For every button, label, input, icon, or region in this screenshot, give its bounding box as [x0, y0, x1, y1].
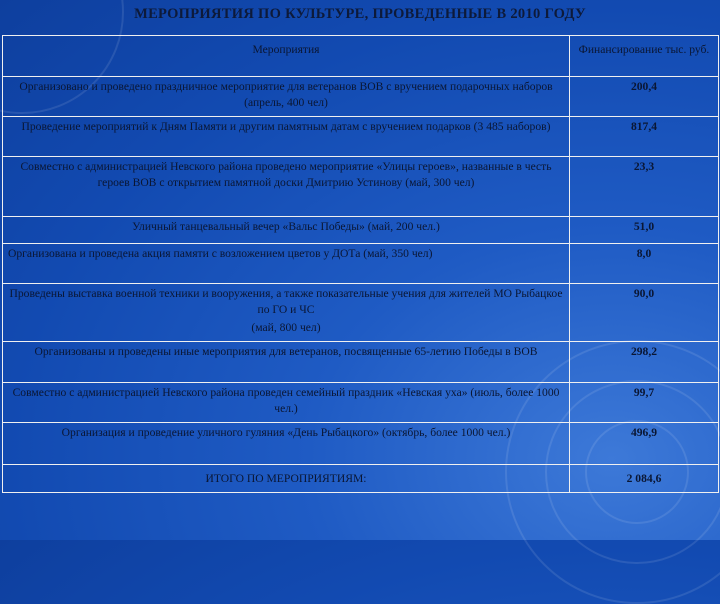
table-row	[3, 284, 719, 342]
header-funding: Финансирование тыс. руб.	[570, 36, 719, 77]
row-event: Организованы и проведены иные мероприятия для ветеранов, посвященные 65-летию Победы в ВОВ	[3, 342, 570, 383]
row-funding: 496,9	[570, 423, 719, 465]
row-funding: 90,0	[570, 284, 719, 342]
table-row	[3, 244, 719, 284]
table-row	[3, 383, 719, 423]
row-funding: 23,3	[570, 157, 719, 217]
table-row	[3, 77, 719, 117]
table-row	[3, 342, 719, 383]
table-row	[3, 217, 719, 244]
row-event: Совместно с администрацией Невского района проведен семейный праздник «Невская уха» (июль, более 1000 чел.)	[3, 383, 570, 423]
row-event: Организована и проведена акция памяти с возложением цветов у ДОТа (май, 350 чел)	[3, 244, 570, 284]
row-funding: 200,4	[570, 77, 719, 117]
row-funding: 298,2	[570, 342, 719, 383]
row-event-extra: (май, 800 чел)	[251, 321, 321, 334]
row-event	[3, 284, 570, 342]
total-funding: 2 084,6	[570, 465, 719, 493]
table-row	[3, 157, 719, 217]
row-event: Совместно с администрацией Невского района проведено мероприятие «Улицы героев», названные в честь героев ВОВ с открытием памятной доски Дмитрию Устинову (май, 300 чел)	[3, 157, 570, 217]
table-row	[3, 117, 719, 157]
row-funding: 99,7	[570, 383, 719, 423]
page-title: МЕРОПРИЯТИЯ ПО КУЛЬТУРЕ, ПРОВЕДЕННЫЕ В 2010 ГОДУ	[134, 6, 586, 22]
events-table	[2, 35, 719, 493]
row-funding: 817,4	[570, 117, 719, 157]
row-event-text: Проведены выставка военной техники и вооружения, а также показательные учения для жителей МО Рыбацкое по ГО и ЧС	[9, 287, 563, 316]
row-event: Организовано и проведено праздничное мероприятие для ветеранов ВОВ с вручением подарочных наборов (апрель, 400 чел)	[3, 77, 570, 117]
table-row	[3, 423, 719, 465]
row-funding: 8,0	[570, 244, 719, 284]
row-event: Организация и проведение уличного гуляния «День Рыбацкого» (октябрь, более 1000 чел.)	[3, 423, 570, 465]
row-event: Уличный танцевальный вечер «Вальс Победы» (май, 200 чел.)	[3, 217, 570, 244]
row-funding: 51,0	[570, 217, 719, 244]
table-total-row	[3, 465, 719, 493]
total-label: ИТОГО ПО МЕРОПРИЯТИЯМ:	[3, 465, 570, 493]
row-event: Проведение мероприятий к Дням Памяти и другим памятным датам с вручением подарков (3 485 наборов)	[3, 117, 570, 157]
table-header-row	[3, 36, 719, 77]
header-event: Мероприятия	[3, 36, 570, 77]
